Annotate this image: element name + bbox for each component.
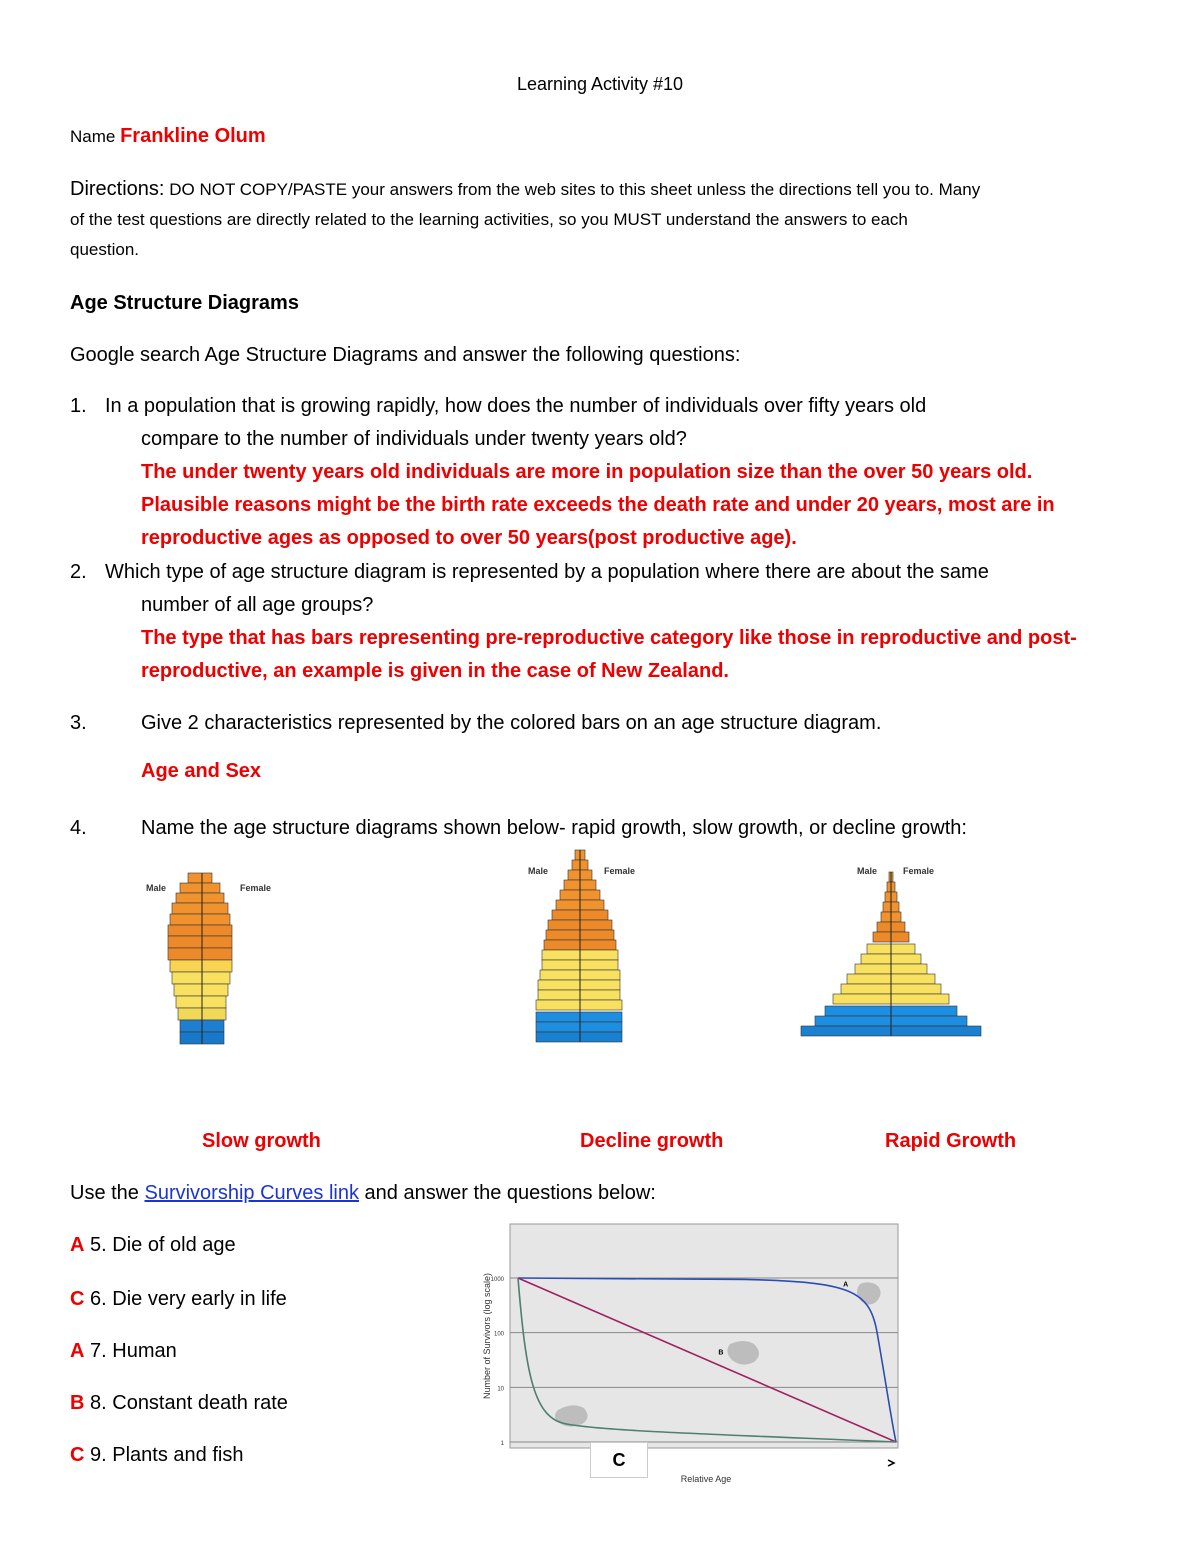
question-1 (70, 390, 1105, 555)
y-axis-label: Number of Survivors (log scale) (482, 1272, 492, 1400)
intro-prefix: Use the (70, 1182, 145, 1204)
directions-line-1: DO NOT COPY/PASTE your answers from the web sites to this sheet unless the directions tell you to. Many (169, 180, 981, 199)
question-text: Which type of age structure diagram is represented by a population where there are about the same (105, 561, 989, 583)
survivorship-item (70, 1340, 177, 1363)
female-label: Female (604, 866, 636, 876)
item-letter: A (70, 1234, 85, 1256)
question-text: number of all age groups? (141, 594, 374, 616)
answer-text: reproductive ages as opposed to over 50 years(post productive age). (141, 527, 797, 549)
question-text: Name the age structure diagrams shown below- rapid growth, slow growth, or decline growth: (141, 817, 967, 839)
item-letter: A (70, 1340, 85, 1362)
question-text: In a population that is growing rapidly, how does the number of individuals over fifty years old (105, 395, 927, 417)
survivorship-intro (70, 1182, 656, 1205)
answer-text: Age and Sex (141, 760, 262, 782)
item-text: 9. Plants and fish (84, 1444, 244, 1466)
survivorship-item (70, 1444, 243, 1467)
item-text: 7. Human (84, 1340, 177, 1362)
pyramid-rapid (795, 848, 985, 1043)
pyramid-decline (520, 846, 660, 1051)
directions-line-2: of the test questions are directly related to the learning activities, so you MUST understand the answers to each (70, 210, 908, 229)
question-number: 3. (70, 712, 87, 734)
curve-label-box-c: C (590, 1442, 648, 1478)
name-label: Name (70, 127, 116, 146)
female-label: Female (240, 883, 272, 893)
y-tick-label: 100 (493, 1331, 504, 1338)
directions-line-3: question. (70, 240, 139, 259)
section-title: Age Structure Diagrams (70, 292, 299, 314)
y-tick-label: 1000 (490, 1277, 504, 1283)
item-text: 8. Constant death rate (84, 1392, 288, 1414)
survivorship-curves-link[interactable]: Survivorship Curves link (144, 1182, 359, 1204)
question-number: 2. (70, 561, 87, 583)
answer-text: reproductive, an example is given in the case of New Zealand. (141, 660, 729, 682)
item-letter: C (70, 1444, 85, 1466)
name-line (70, 121, 266, 152)
age-diagram-slow (140, 865, 300, 1050)
diagram-answer-3: Rapid Growth (885, 1130, 1017, 1152)
answer-text: The under twenty years old individuals are more in population size than the over 50 years old. (141, 461, 1033, 483)
pyramid-slow (140, 865, 300, 1050)
curve-label-b: B (718, 1349, 724, 1357)
survivorship-item (70, 1234, 236, 1257)
question-4 (70, 812, 1105, 845)
instruction: Google search Age Structure Diagrams and answer the following questions: (70, 344, 741, 366)
question-2 (70, 556, 1105, 688)
male-label: Male (528, 866, 549, 876)
question-text: Give 2 characteristics represented by the colored bars on an age structure diagram. (141, 712, 882, 734)
directions (70, 174, 1130, 265)
item-text: 6. Die very early in life (84, 1288, 287, 1310)
question-3 (70, 707, 1105, 740)
answer-text: The type that has bars representing pre-reproductive category like those in reproductive and post- (141, 627, 1077, 649)
survivorship-chart (468, 1220, 900, 1488)
diagram-answer-1: Slow growth (202, 1130, 321, 1152)
age-diagram-decline (520, 846, 660, 1051)
survivorship-item (70, 1288, 287, 1311)
page-title: Learning Activity #10 (516, 74, 684, 94)
male-label: Male (146, 883, 167, 893)
x-axis-label: Relative Age (680, 1474, 732, 1484)
female-label: Female (903, 866, 935, 876)
y-tick-label: 10 (497, 1386, 504, 1393)
diagram-answer-2: Decline growth (580, 1130, 724, 1152)
age-diagram-rapid (795, 848, 985, 1043)
item-text: 5. Die of old age (84, 1234, 236, 1256)
male-label: Male (857, 866, 878, 876)
question-number: 1. (70, 395, 87, 417)
x-axis-arrow (888, 1460, 894, 1466)
question-text: compare to the number of individuals under twenty years old? (141, 428, 687, 450)
intro-suffix: and answer the questions below: (359, 1182, 656, 1204)
item-letter: C (70, 1288, 85, 1310)
answer-text: Plausible reasons might be the birth rate exceeds the death rate and under 20 years, most are in (141, 494, 1055, 516)
curve-label-a: A (843, 1281, 849, 1289)
y-tick-label: 1 (500, 1441, 504, 1447)
survivorship-chart-svg (468, 1220, 900, 1488)
name-value: Frankline Olum (120, 125, 266, 147)
survivorship-item (70, 1392, 288, 1415)
question-number: 4. (70, 817, 87, 839)
directions-label: Directions: (70, 178, 165, 200)
item-letter: B (70, 1392, 85, 1414)
